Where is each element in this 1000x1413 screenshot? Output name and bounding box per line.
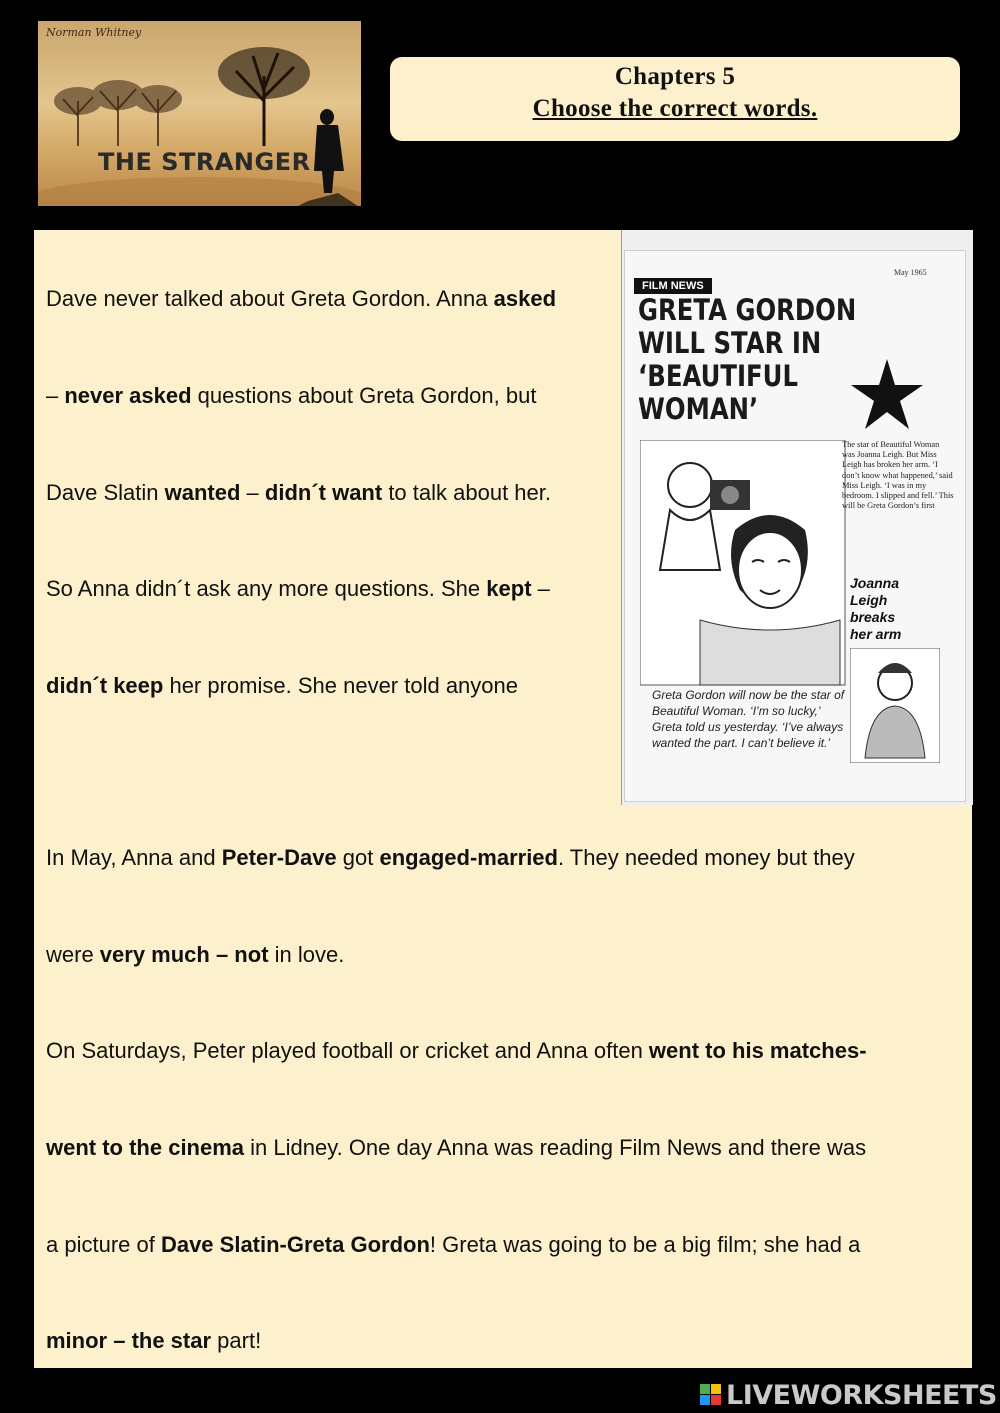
text-line: minor – the star part! bbox=[46, 1328, 262, 1353]
clipping-subhead: Joanna Leigh breaks her arm bbox=[850, 575, 902, 642]
answer-option[interactable]: engaged-married bbox=[379, 845, 558, 870]
clipping-caption: Greta Gordon will now be the star of Beautiful Woman. ‘I’m so lucky,’ Greta told us yesterday. ‘I’ve always wanted the part. I can’t believe it.’ bbox=[652, 688, 845, 750]
clipping-date: May 1965 bbox=[894, 268, 927, 277]
clipping-tag: FILM NEWS bbox=[634, 278, 712, 294]
text-line: – never asked questions about Greta Gordon, but bbox=[46, 383, 537, 408]
answer-option[interactable]: didn´t keep bbox=[46, 673, 164, 698]
instruction-text: Choose the correct words. bbox=[532, 95, 818, 122]
text-line: didn´t keep her promise. She never told anyone bbox=[46, 673, 518, 698]
star-icon bbox=[847, 355, 927, 435]
cover-title: THE STRANGER bbox=[98, 148, 311, 176]
text-line: a picture of Dave Slatin-Greta Gordon! Greta was going to be a big film; she had a bbox=[46, 1232, 861, 1257]
answer-option[interactable]: wanted bbox=[164, 480, 241, 505]
cover-art bbox=[38, 21, 361, 206]
text-line: On Saturdays, Peter played football or cricket and Anna often went to his matches- bbox=[46, 1038, 867, 1063]
cover-author: Norman Whitney bbox=[46, 26, 142, 39]
answer-option[interactable]: went to the cinema bbox=[46, 1135, 245, 1160]
clipping-headline: GRETA GORDON WILL STAR IN ‘BEAUTIFUL WOMAN’ bbox=[638, 293, 857, 426]
liveworksheets-logo bbox=[700, 1380, 997, 1411]
text-line: In May, Anna and Peter-Dave got engaged-married. They needed money but they bbox=[46, 845, 855, 870]
text-line: So Anna didn´t ask any more questions. She kept – bbox=[46, 576, 550, 601]
text-line: went to the cinema in Lidney. One day Anna was reading Film News and there was bbox=[46, 1135, 867, 1160]
news-clipping-image bbox=[621, 230, 973, 805]
illustration-icon bbox=[640, 440, 855, 690]
portrait-icon bbox=[850, 648, 940, 763]
answer-option[interactable]: never asked bbox=[64, 383, 192, 408]
answer-option[interactable]: minor – the star bbox=[46, 1328, 212, 1353]
chapter-title: Chapters 5 bbox=[614, 63, 736, 90]
text-line: Dave never talked about Greta Gordon. Anna asked bbox=[46, 286, 557, 311]
book-cover-image bbox=[38, 21, 361, 206]
clipping-column: The star of Beautiful Woman was Joanna Leigh. But Miss Leigh has broken her arm. ‘I don’t know what happened,’ said Miss Leigh. ‘I was in my bedroom. I slipped and fell.’ This will be Greta Gordon’s first bbox=[842, 440, 954, 511]
answer-option[interactable]: Dave Slatin-Greta Gordon bbox=[160, 1232, 430, 1257]
answer-option[interactable]: went to his matches- bbox=[648, 1038, 867, 1063]
answer-option[interactable]: didn´t want bbox=[264, 480, 383, 505]
answer-option[interactable]: asked bbox=[493, 286, 557, 311]
text-line: Dave Slatin wanted – didn´t want to talk about her. bbox=[46, 480, 551, 505]
answer-option[interactable]: very much – not bbox=[99, 942, 269, 967]
answer-option[interactable]: Peter-Dave bbox=[221, 845, 337, 870]
instruction-header bbox=[390, 57, 960, 141]
logo-icon bbox=[700, 1384, 722, 1406]
text-line: were very much – not in love. bbox=[46, 942, 345, 967]
logo-text: LIVEWORKSHEETS bbox=[726, 1380, 997, 1411]
answer-option[interactable]: kept bbox=[486, 576, 532, 601]
